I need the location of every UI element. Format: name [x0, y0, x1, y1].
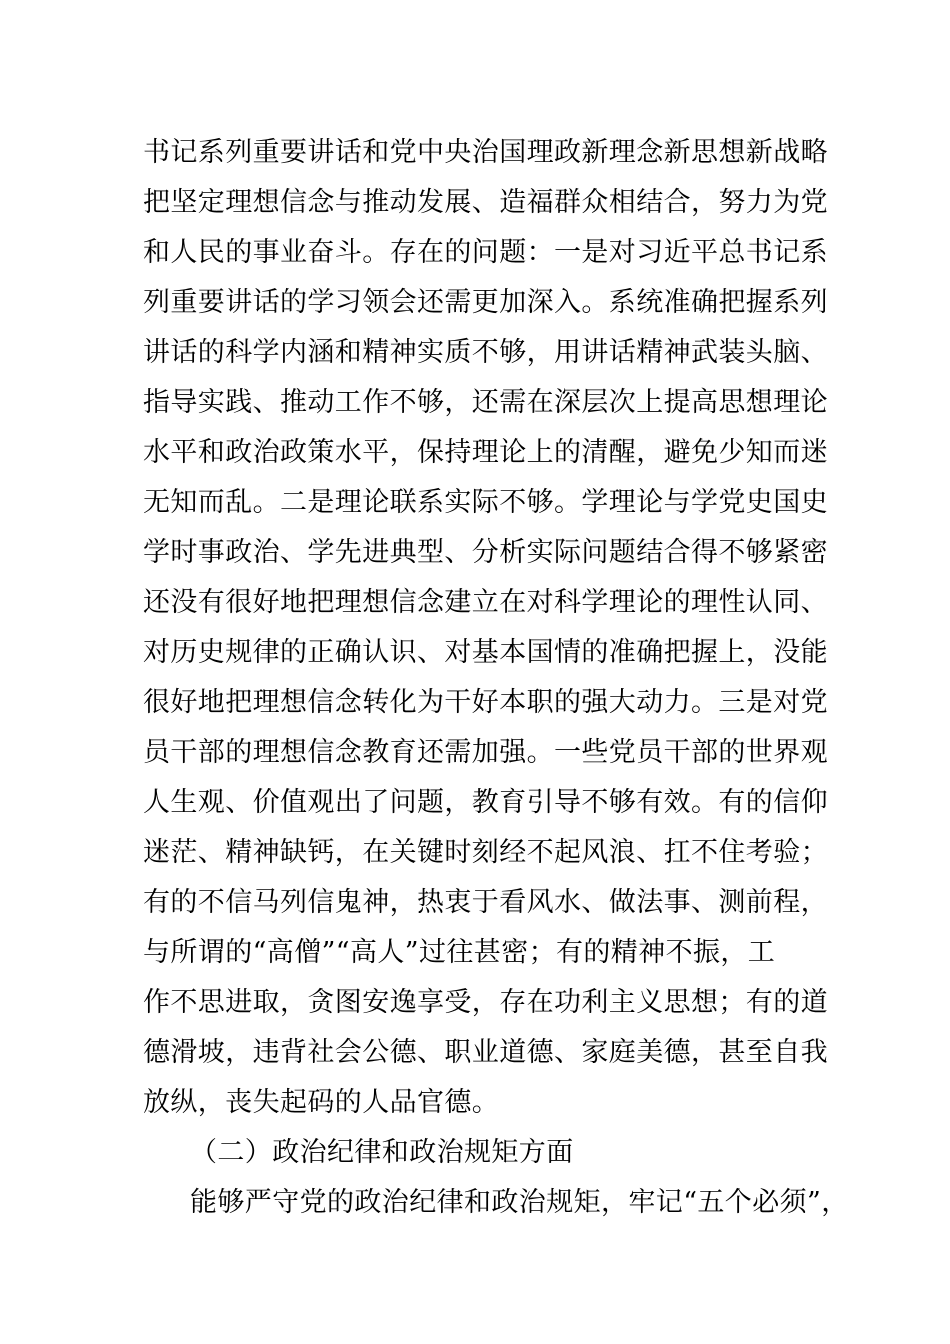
text-line: 人生观、价值观出了问题，教育引导不够有效。有的信仰 — [143, 787, 828, 818]
text-line: 书记系列重要讲话和党中央治国理政新理念新思想新战略 — [143, 137, 828, 168]
text-line: 对历史规律的正确认识、对基本国情的准确把握上，没能 — [143, 637, 828, 668]
section-heading: （二）政治纪律和政治规矩方面 — [190, 1137, 574, 1168]
text-line: 有的不信马列信鬼神，热衷于看风水、做法事、测前程， — [143, 887, 828, 918]
text-line: 迷茫、精神缺钙，在关键时刻经不起风浪、扛不住考验； — [143, 837, 828, 868]
text-line: 列重要讲话的学习领会还需更加深入。系统准确把握系列 — [143, 287, 828, 318]
text-line: 讲话的科学内涵和精神实质不够，用讲话精神武装头脑、 — [143, 337, 828, 368]
text-line: 放纵，丧失起码的人品官德。 — [143, 1087, 500, 1118]
text-line: 学时事政治、学先进典型、分析实际问题结合得不够紧密 — [143, 537, 828, 568]
text-line: 很好地把理想信念转化为干好本职的强大动力。三是对党 — [143, 687, 828, 718]
text-line: 作不思进取，贪图安逸享受，存在功利主义思想；有的道 — [143, 987, 828, 1018]
text-line: 指导实践、推动工作不够，还需在深层次上提高思想理论 — [143, 387, 828, 418]
text-line: 把坚定理想信念与推动发展、造福群众相结合，努力为党 — [143, 187, 828, 218]
text-line: 与所谓的“高僧”“高人”过往甚密；有的精神不振，工 — [143, 937, 776, 968]
text-line: 无知而乱。二是理论联系实际不够。学理论与学党史国史 — [143, 487, 828, 518]
text-line: 水平和政治政策水平，保持理论上的清醒，避免少知而迷 — [143, 437, 828, 468]
paragraph-first-line: 能够严守党的政治纪律和政治规矩，牢记“五个必须”， — [190, 1187, 849, 1218]
text-line: 德滑坡，违背社会公德、职业道德、家庭美德，甚至自我 — [143, 1037, 828, 1068]
text-line: 还没有很好地把理想信念建立在对科学理论的理性认同、 — [143, 587, 828, 618]
text-line: 和人民的事业奋斗。存在的问题：一是对习近平总书记系 — [143, 237, 828, 268]
text-line: 员干部的理想信念教育还需加强。一些党员干部的世界观 — [143, 737, 828, 768]
